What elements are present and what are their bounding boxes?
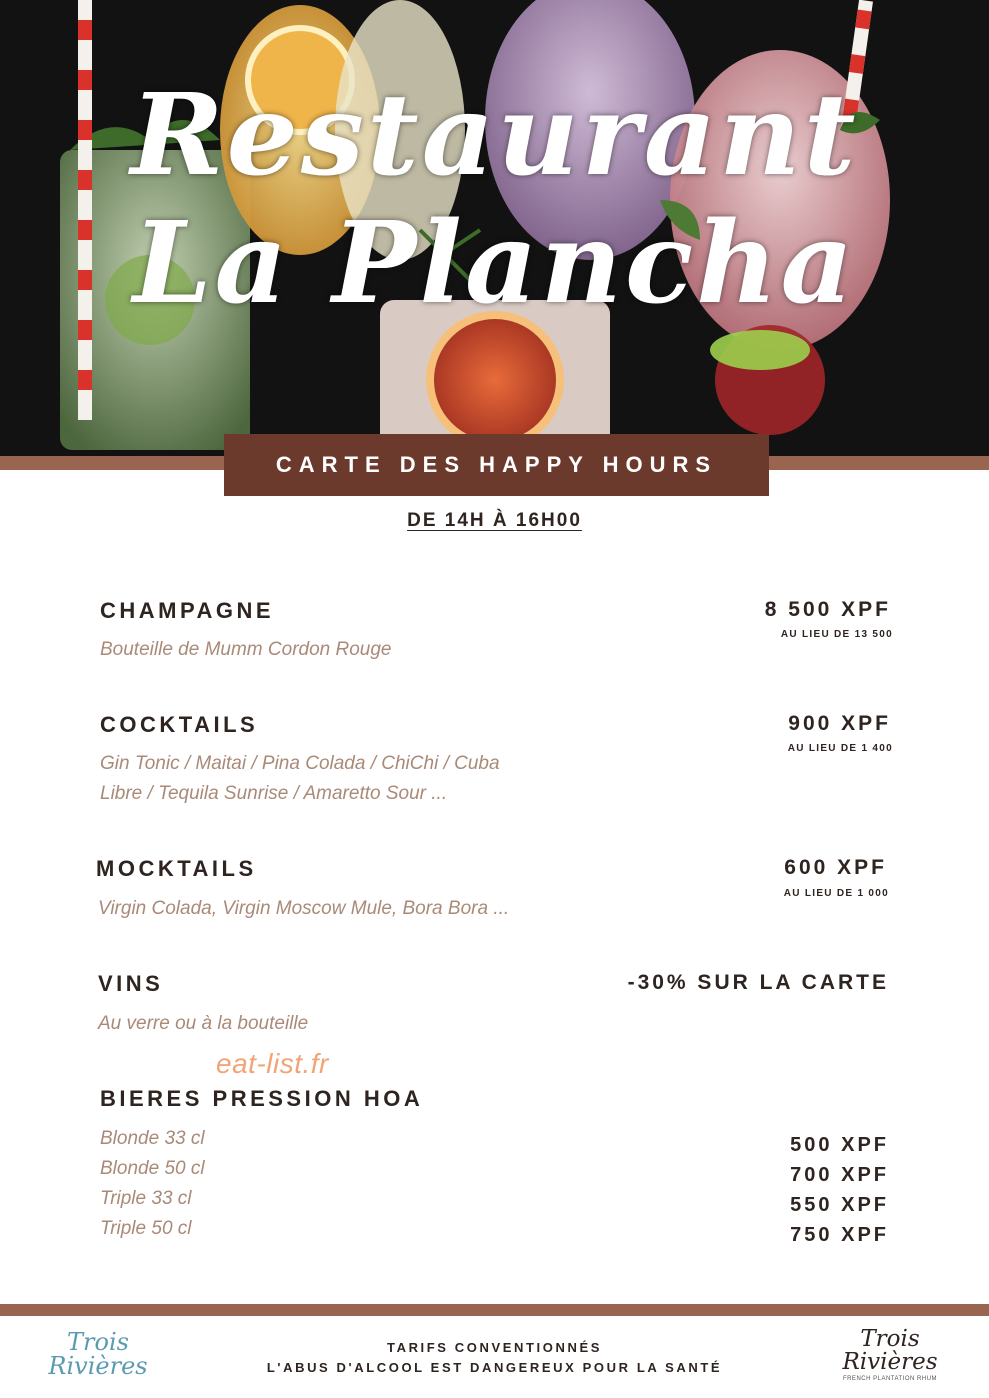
logo-left-line-2: Rivières [48, 1352, 148, 1380]
beer-item-name: Triple 50 cl [100, 1218, 192, 1239]
mocktails-price: 600 XPF [784, 856, 887, 879]
bieres-title: BIERES PRESSION HOA [100, 1086, 424, 1111]
cocktails-description-line-1: Gin Tonic / Maitai / Pina Colada / ChiChi / Cuba [100, 753, 500, 774]
footer-line-2: L'ABUS D'ALCOOL EST DANGEREUX POUR LA SANTÉ [266, 1360, 723, 1375]
beer-item-price: 700 XPF [790, 1164, 889, 1186]
hero-photo [0, 0, 989, 462]
watermark: eat-list.fr [216, 1048, 329, 1079]
champagne-price: 8 500 XPF [764, 598, 891, 621]
logo-left-line-1: Trois [67, 1328, 129, 1356]
beer-item-name: Triple 33 cl [100, 1188, 192, 1209]
footer-divider-band [0, 1304, 989, 1316]
trois-rivieres-logo-right [830, 1328, 950, 1384]
cocktails-price: 900 XPF [788, 712, 891, 735]
logo-right-line-1: Trois [860, 1326, 920, 1352]
beer-list [100, 1124, 205, 1244]
beer-item-price: 500 XPF [790, 1134, 889, 1156]
vins-title: VINS [98, 971, 164, 996]
beer-price-list [790, 1130, 889, 1250]
title-line-2: La Plancha [132, 198, 857, 329]
mocktails-description: Virgin Colada, Virgin Moscow Mule, Bora Bora ... [98, 898, 510, 919]
title-line-1: Restaurant [130, 70, 859, 201]
restaurant-title [0, 72, 989, 328]
footer-line-1: TARIFS CONVENTIONNÉS [387, 1340, 602, 1355]
beer-item-name: Blonde 33 cl [100, 1128, 205, 1149]
happy-hours-banner: CARTE DES HAPPY HOURS [224, 434, 769, 496]
champagne-description: Bouteille de Mumm Cordon Rouge [100, 639, 392, 660]
beer-item-name: Blonde 50 cl [100, 1158, 205, 1179]
beer-item-price: 750 XPF [790, 1224, 889, 1246]
logo-right-line-2: Rivières [842, 1349, 938, 1375]
vins-price: -30% SUR LA CARTE [627, 971, 889, 994]
mocktails-old-price: AU LIEU DE 1 000 [783, 888, 889, 899]
happy-hours-time [0, 510, 989, 532]
logo-right-tagline: FRENCH PLANTATION RHUM [842, 1376, 938, 1382]
vins-description: Au verre ou à la bouteille [98, 1013, 309, 1034]
cocktails-old-price: AU LIEU DE 1 400 [787, 743, 893, 754]
mocktails-title: MOCKTAILS [96, 856, 257, 881]
cocktails-description-line-2: Libre / Tequila Sunrise / Amaretto Sour ... [100, 783, 448, 804]
champagne-old-price: AU LIEU DE 13 500 [780, 629, 893, 640]
hours-text: DE 14H À 16H00 [407, 510, 582, 531]
champagne-title: CHAMPAGNE [100, 598, 275, 623]
cocktails-title: COCKTAILS [100, 712, 259, 737]
beer-item-price: 550 XPF [790, 1194, 889, 1216]
